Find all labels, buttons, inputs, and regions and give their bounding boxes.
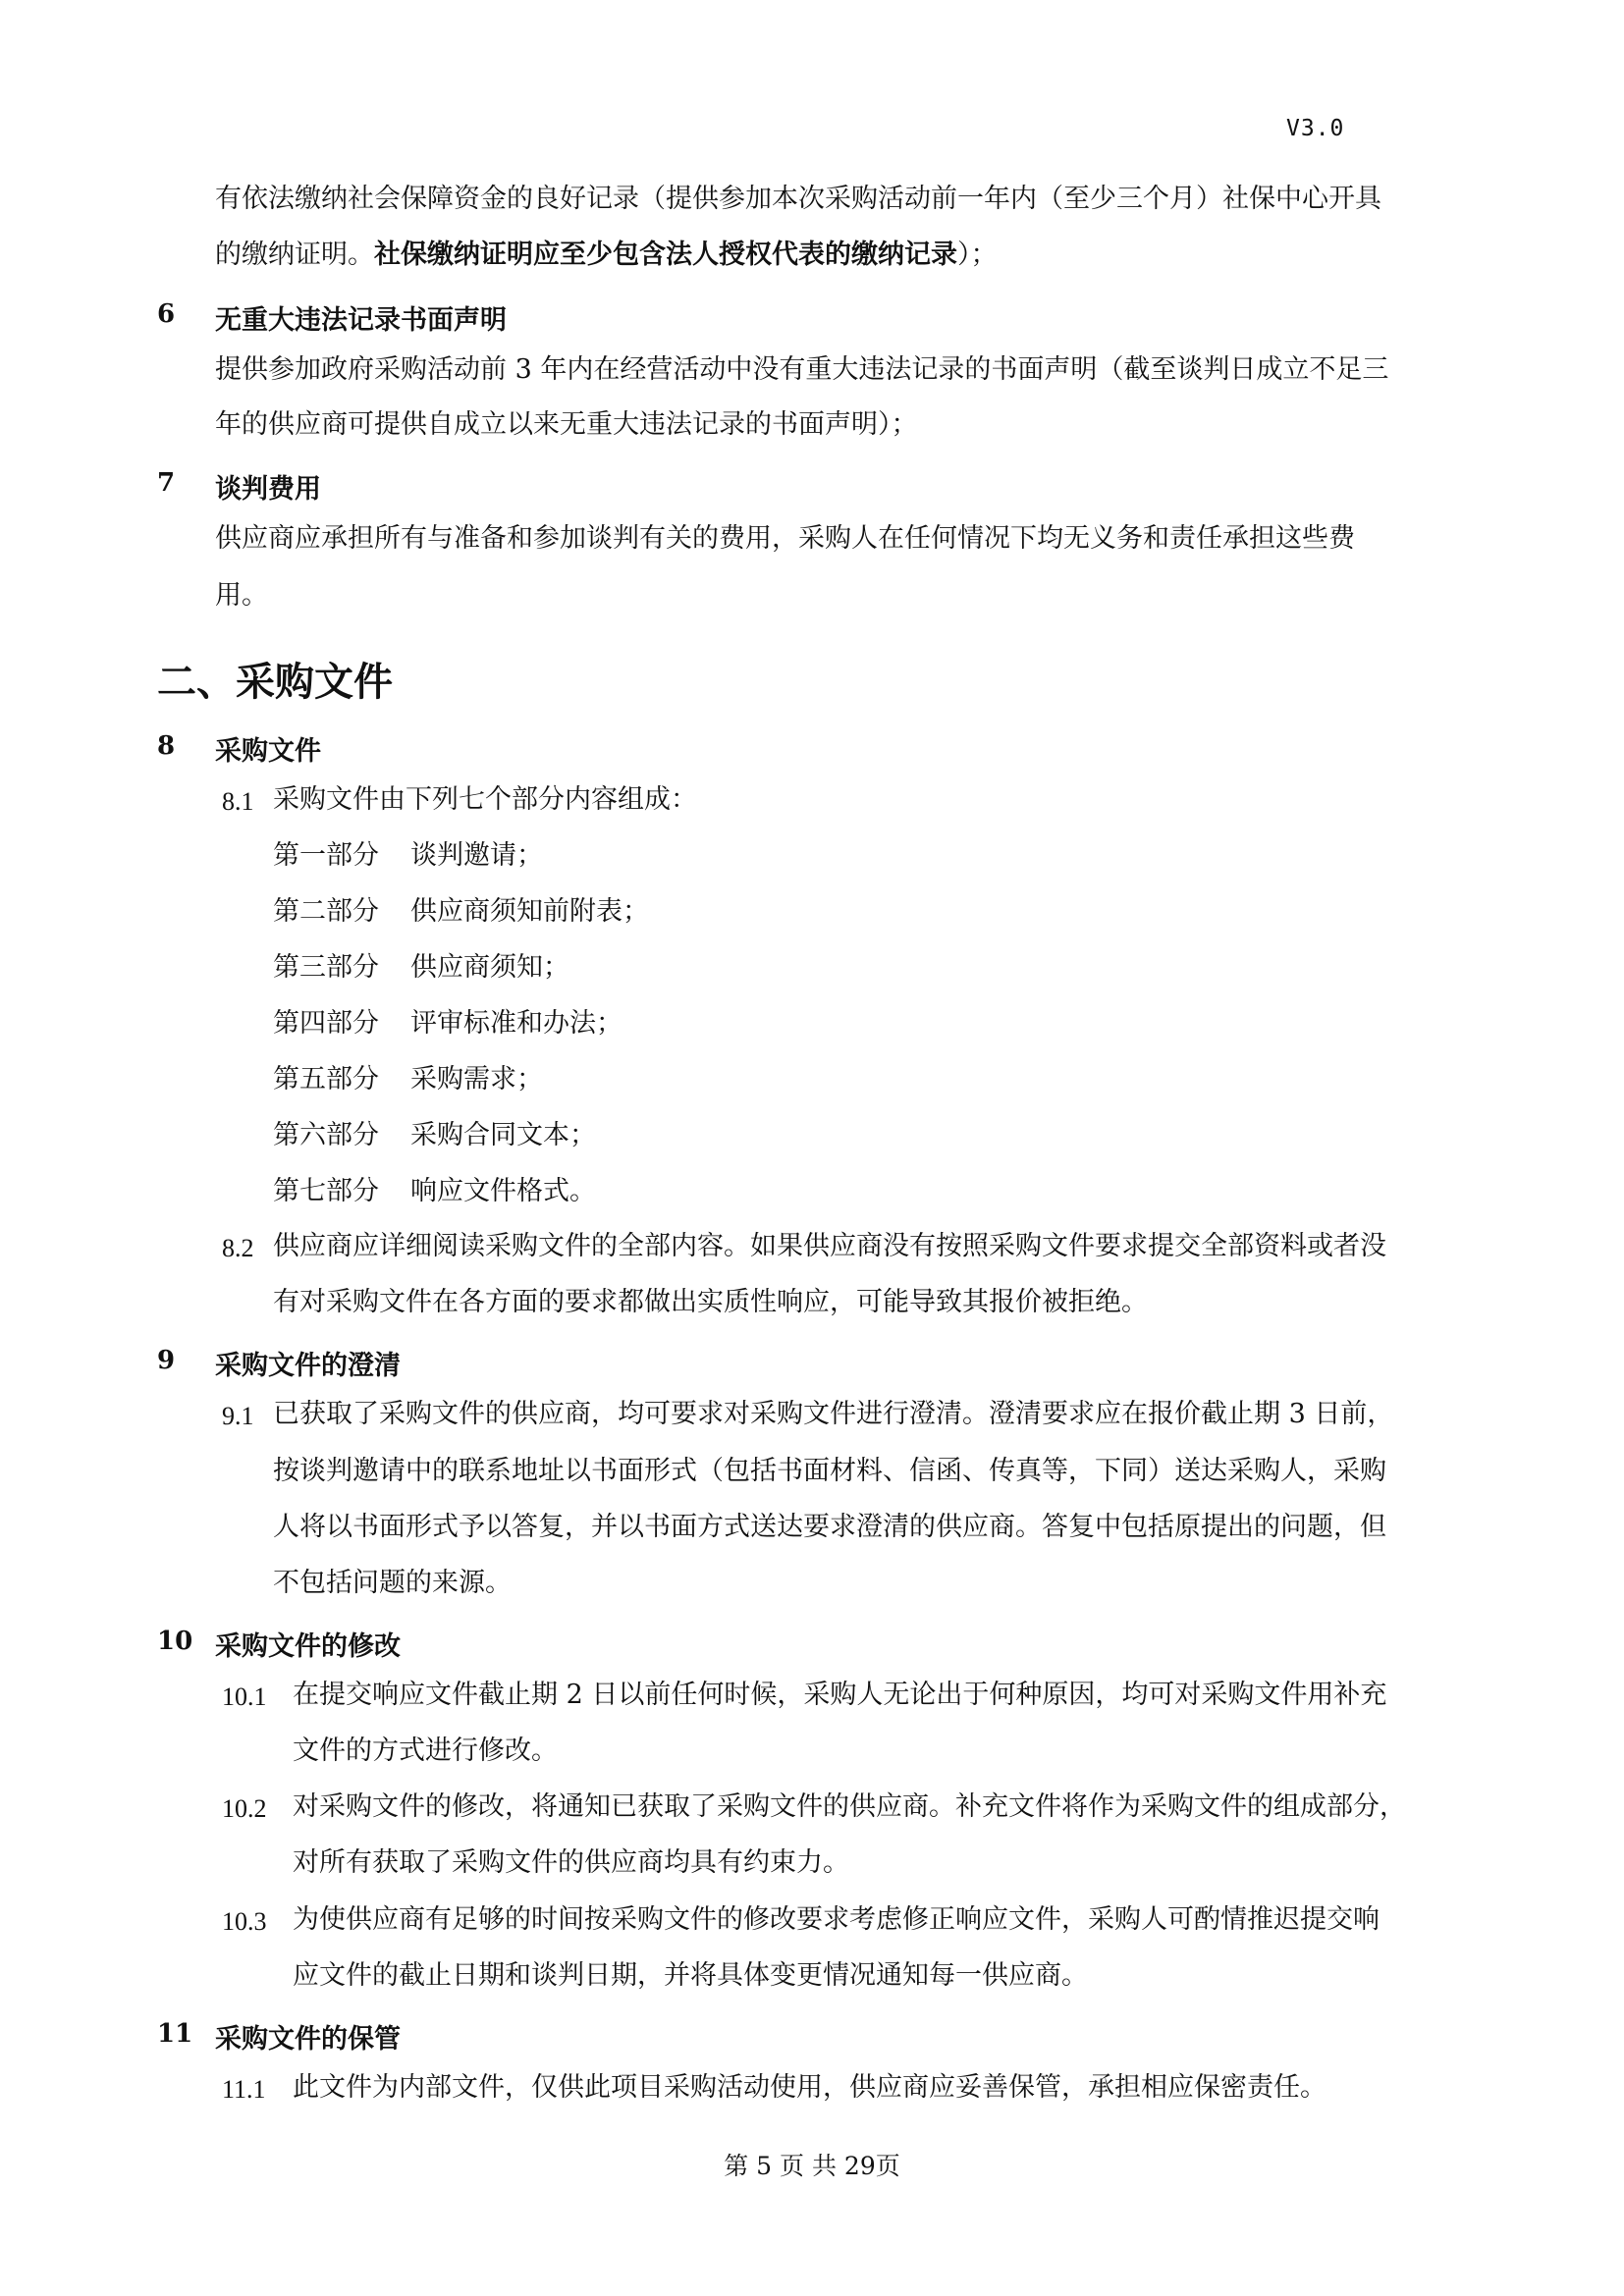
paragraph-line: 对采购文件的修改，将通知已获取了采购文件的供应商。补充文件将作为采购文件的组成部分， — [293, 1791, 1406, 1822]
item-number: 7 — [157, 468, 176, 498]
subsection-number: 11.1 — [222, 2075, 266, 2104]
chapter-heading: 二、采购文件 — [157, 660, 393, 705]
paragraph-line: 供应商应承担所有与准备和参加谈判有关的费用，采购人在任何情况下均无义务和责任承担这些费 — [215, 523, 1355, 554]
item-number: 9 — [157, 1346, 176, 1375]
part-list-item — [273, 897, 649, 927]
part-list-item — [273, 1065, 543, 1095]
paragraph-line: 应文件的截止日期和谈判日期，并将具体变更情况通知每一供应商。 — [293, 1960, 1088, 1991]
part-text: 采购需求； — [410, 1064, 543, 1095]
paragraph-line: 此文件为内部文件，仅供此项目采购活动使用，供应商应妥善保管，承担相应保密责任。 — [293, 2072, 1326, 2103]
section-heading: 采购文件的保管 — [215, 2024, 401, 2055]
section-heading: 采购文件的修改 — [215, 1631, 401, 1662]
paragraph-line: 不包括问题的来源。 — [273, 1568, 512, 1598]
part-text: 供应商须知前附表； — [410, 896, 649, 927]
part-text: 谈判邀请； — [410, 840, 543, 871]
paragraph-line — [215, 240, 998, 270]
part-text: 响应文件格式。 — [410, 1176, 596, 1206]
section-heading: 无重大违法记录书面声明 — [215, 305, 507, 336]
subsection-number: 10.3 — [222, 1907, 267, 1936]
part-label: 第五部分 — [273, 1064, 379, 1095]
paragraph-bold-text: 社保缴纳证明应至少包含法人授权代表的缴纳记录 — [374, 240, 957, 270]
paragraph-line: 文件的方式进行修改。 — [293, 1735, 558, 1766]
part-label: 第三部分 — [273, 952, 379, 983]
part-text: 评审标准和办法； — [410, 1008, 623, 1039]
subsection-number: 9.1 — [222, 1402, 254, 1430]
paragraph-line: 在提交响应文件截止期 2 日以前任何时候，采购人无论出于何种原因，均可对采购文件用补充 — [293, 1680, 1387, 1710]
section-heading: 谈判费用 — [215, 474, 321, 505]
part-text: 供应商须知； — [410, 952, 569, 983]
item-number: 10 — [157, 1627, 193, 1656]
paragraph-line: 人将以书面形式予以答复，并以书面方式送达要求澄清的供应商。答复中包括原提出的问题，但 — [273, 1512, 1386, 1542]
part-label: 第四部分 — [273, 1008, 379, 1039]
item-number: 11 — [157, 2019, 193, 2049]
paragraph-line: 提供参加政府采购活动前 3 年内在经营活动中没有重大违法记录的书面声明（截至谈判日成立不足三 — [215, 354, 1389, 385]
subsection-number: 8.1 — [222, 787, 254, 816]
item-number: 6 — [157, 299, 176, 329]
part-label: 第二部分 — [273, 896, 379, 927]
subsection-number: 8.2 — [222, 1234, 254, 1262]
paragraph-line: 采购文件由下列七个部分内容组成： — [273, 784, 697, 815]
section-heading: 采购文件 — [215, 736, 321, 767]
part-list-item — [273, 953, 569, 983]
part-list-item — [273, 1121, 596, 1150]
paragraph-line: 为使供应商有足够的时间按采购文件的修改要求考虑修正响应文件，采购人可酌情推迟提交响 — [293, 1904, 1380, 1935]
item-number: 8 — [157, 731, 176, 761]
paragraph-line: 有对采购文件在各方面的要求都做出实质性响应，可能导致其报价被拒绝。 — [273, 1287, 1148, 1317]
page-number: 第 5 页 共 29页 — [724, 2152, 900, 2180]
part-list-item — [273, 841, 543, 871]
part-text: 采购合同文本； — [410, 1120, 596, 1150]
part-list-item — [273, 1009, 623, 1039]
subsection-number: 10.1 — [222, 1682, 267, 1711]
paragraph-line: 有依法缴纳社会保障资金的良好记录（提供参加本次采购活动前一年内（至少三个月）社保中心开具 — [215, 184, 1381, 214]
part-label: 第六部分 — [273, 1120, 379, 1150]
part-label: 第七部分 — [273, 1176, 379, 1206]
paragraph-line: 用。 — [215, 580, 268, 611]
paragraph-line: 对所有获取了采购文件的供应商均具有约束力。 — [293, 1847, 849, 1878]
part-label: 第一部分 — [273, 840, 379, 871]
paragraph-line: 已获取了采购文件的供应商，均可要求对采购文件进行澄清。澄清要求应在报价截止期 3 日前， — [273, 1399, 1394, 1429]
paragraph-line: 年的供应商可提供自成立以来无重大违法记录的书面声明）； — [215, 409, 918, 440]
paragraph-line: 按谈判邀请中的联系地址以书面形式（包括书面材料、信函、传真等，下同）送达采购人，采购 — [273, 1456, 1386, 1486]
paragraph-text: 的缴纳证明。 — [215, 240, 374, 270]
version-label: V3.0 — [1286, 116, 1345, 141]
paragraph-line: 供应商应详细阅读采购文件的全部内容。如果供应商没有按照采购文件要求提交全部资料或者没 — [273, 1231, 1386, 1261]
paragraph-text: ）； — [957, 240, 998, 270]
part-list-item — [273, 1177, 596, 1206]
subsection-number: 10.2 — [222, 1794, 267, 1823]
section-heading: 采购文件的澄清 — [215, 1351, 401, 1381]
